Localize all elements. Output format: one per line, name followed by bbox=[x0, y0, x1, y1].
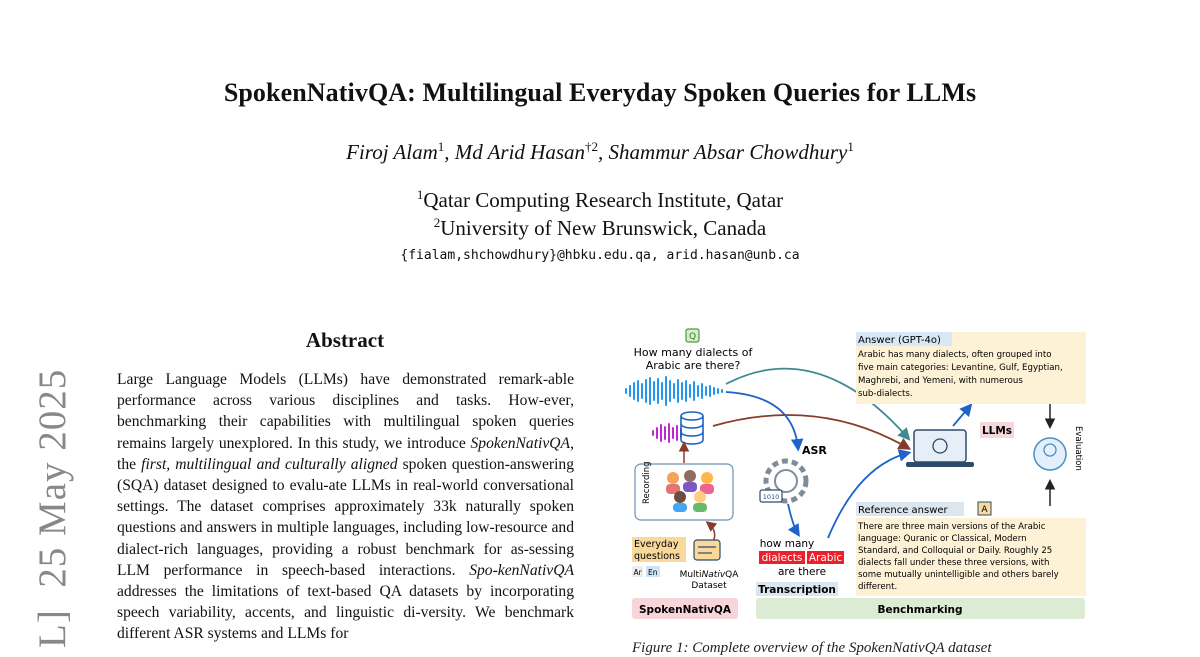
answer-line: sub-dialects. bbox=[858, 389, 913, 399]
abstract-text: addresses the limitations of text-based QA datasets by incorporating speech variability, accents, and linguistic di-versity. We benchmark different ASR systems and LLMs for bbox=[117, 583, 574, 643]
abstract-text: spoken question-answering (SQA) dataset designed to evalu-ate LLMs in real-world conversational settings. The dataset comprises approximately 33k naturally spoken questions and answers in multiple languages, including low-resource and dialect-rich languages, providing a robust benchmark for as-sessing LLM performance in speech-based interactions. bbox=[117, 455, 574, 579]
question-text-line: How many dialects of bbox=[633, 346, 753, 359]
answer-line: Maghrebi, and Yemeni, with numerous bbox=[858, 376, 1023, 386]
author-name: Md Arid Hasan bbox=[454, 140, 586, 164]
affiliation-text: Qatar Computing Research Institute, Qatar bbox=[423, 188, 784, 212]
benchmarking-band-label: Benchmarking bbox=[877, 604, 963, 616]
arxiv-stamp-prefix: L] bbox=[31, 609, 74, 648]
affiliation-line bbox=[0, 215, 1200, 241]
arrow-dataset-to-recording bbox=[708, 523, 715, 542]
reference-title: Reference answer bbox=[858, 505, 948, 516]
binary-icon-glyph: 1010 bbox=[762, 493, 780, 501]
multinativqa-prefix: Multi bbox=[679, 570, 702, 580]
reference-line: some mutually unintelligible and others barely bbox=[858, 570, 1059, 580]
question-text-line: Arabic are there? bbox=[645, 359, 741, 372]
reference-line: different. bbox=[858, 582, 898, 592]
question-icon-glyph: Q bbox=[688, 332, 697, 342]
audio-waveform-purple bbox=[653, 424, 681, 442]
reference-line: dialects fall under these three versions, with bbox=[858, 558, 1050, 568]
reference-icon-glyph: A bbox=[981, 505, 988, 515]
author-affiliation-marker: †2 bbox=[585, 139, 599, 154]
affiliation-text: University of New Brunswick, Canada bbox=[440, 216, 767, 240]
figure-caption: Figure 1: Complete overview of the SpokenNativQA dataset bbox=[632, 640, 992, 656]
audio-waveform-blue bbox=[626, 377, 722, 405]
abstract-body bbox=[117, 369, 574, 645]
author-list bbox=[0, 139, 1200, 165]
everyday-label-line: Everyday bbox=[634, 539, 679, 550]
lang-en-text: En bbox=[648, 568, 658, 577]
multinativqa-label bbox=[680, 570, 740, 580]
abstract-text: , the bbox=[117, 434, 574, 473]
evaluation-label: Evaluation bbox=[1073, 426, 1083, 471]
transcription-label: Transcription bbox=[758, 584, 836, 596]
reference-line: There are three main versions of the Arabic bbox=[858, 522, 1046, 532]
answer-line: five main categories: Levantine, Gulf, Egyptian, bbox=[858, 363, 1063, 373]
paper-title: SpokenNativQA: Multilingual Everyday Spoken Queries for LLMs bbox=[223, 78, 977, 107]
abstract-emphasis: first, multilingual and culturally aligned bbox=[141, 455, 398, 473]
abstract-text: Large Language Models (LLMs) have demonstrated remark-able performance across various disciplines and tasks. How-ever, benchmarking their capabilities with multilingual spoken queries remains largely unexplored. In this study, we introduce bbox=[117, 371, 574, 452]
abstract-heading: Abstract bbox=[305, 328, 385, 352]
author-emails: {fialam,shchowdhury}@hbku.edu.qa, arid.hasan@unb.ca bbox=[400, 248, 800, 263]
asr-label: ASR bbox=[802, 444, 827, 457]
dataset-name: Spo-kenNativQA bbox=[469, 561, 574, 579]
answer-line: Arabic has many dialects, often grouped into bbox=[858, 350, 1052, 360]
chat-bubble-icon bbox=[694, 540, 720, 560]
arxiv-stamp-date: 25 May 2025 bbox=[31, 368, 74, 588]
transcription-word: Arabic bbox=[808, 552, 843, 564]
affiliation-marker: 2 bbox=[433, 215, 441, 230]
multinativqa-line2: Dataset bbox=[691, 581, 727, 591]
multinativqa-suffix: QA bbox=[725, 570, 739, 580]
author-affiliation-marker: 1 bbox=[847, 139, 854, 154]
reference-line: Standard, and Colloquial or Daily. Roughly 25 bbox=[858, 546, 1053, 556]
author-affiliation-marker: 1 bbox=[437, 139, 445, 154]
transcription-word: how many bbox=[759, 538, 815, 550]
answer-title: Answer (GPT-4o) bbox=[858, 335, 941, 346]
everyday-label-line: questions bbox=[634, 551, 680, 562]
author-name: Shammur Absar Chowdhury bbox=[608, 140, 848, 164]
arrow-asr-to-transcription bbox=[788, 504, 798, 534]
author-separator: , bbox=[444, 140, 455, 164]
affiliation-line bbox=[0, 187, 1200, 213]
recording-label: Recording bbox=[642, 461, 652, 504]
spokennativqa-band-label: SpokenNativQA bbox=[639, 604, 731, 616]
author-separator: , bbox=[598, 140, 609, 164]
author-name: Firoj Alam bbox=[346, 140, 438, 164]
transcription-word: dialects bbox=[761, 552, 803, 564]
figure-canvas bbox=[618, 326, 1093, 626]
reference-line: language: Quranic or Classical, Modern bbox=[858, 534, 1027, 544]
arxiv-side-stamp bbox=[30, 369, 75, 648]
evaluation-icon bbox=[1034, 438, 1066, 470]
database-icon bbox=[681, 412, 703, 444]
arrow-llm-to-answer bbox=[953, 406, 970, 426]
transcription-word: are there bbox=[777, 566, 827, 578]
affiliation-marker: 1 bbox=[416, 187, 424, 202]
llm-laptop-icon bbox=[914, 430, 966, 462]
multinativqa-italic: Nativ bbox=[701, 570, 726, 580]
figure-overview bbox=[618, 326, 1093, 626]
dataset-name: SpokenNativQA bbox=[470, 434, 571, 452]
lang-ar-text: Ar bbox=[633, 568, 642, 577]
llms-label: LLMs bbox=[981, 425, 1013, 437]
